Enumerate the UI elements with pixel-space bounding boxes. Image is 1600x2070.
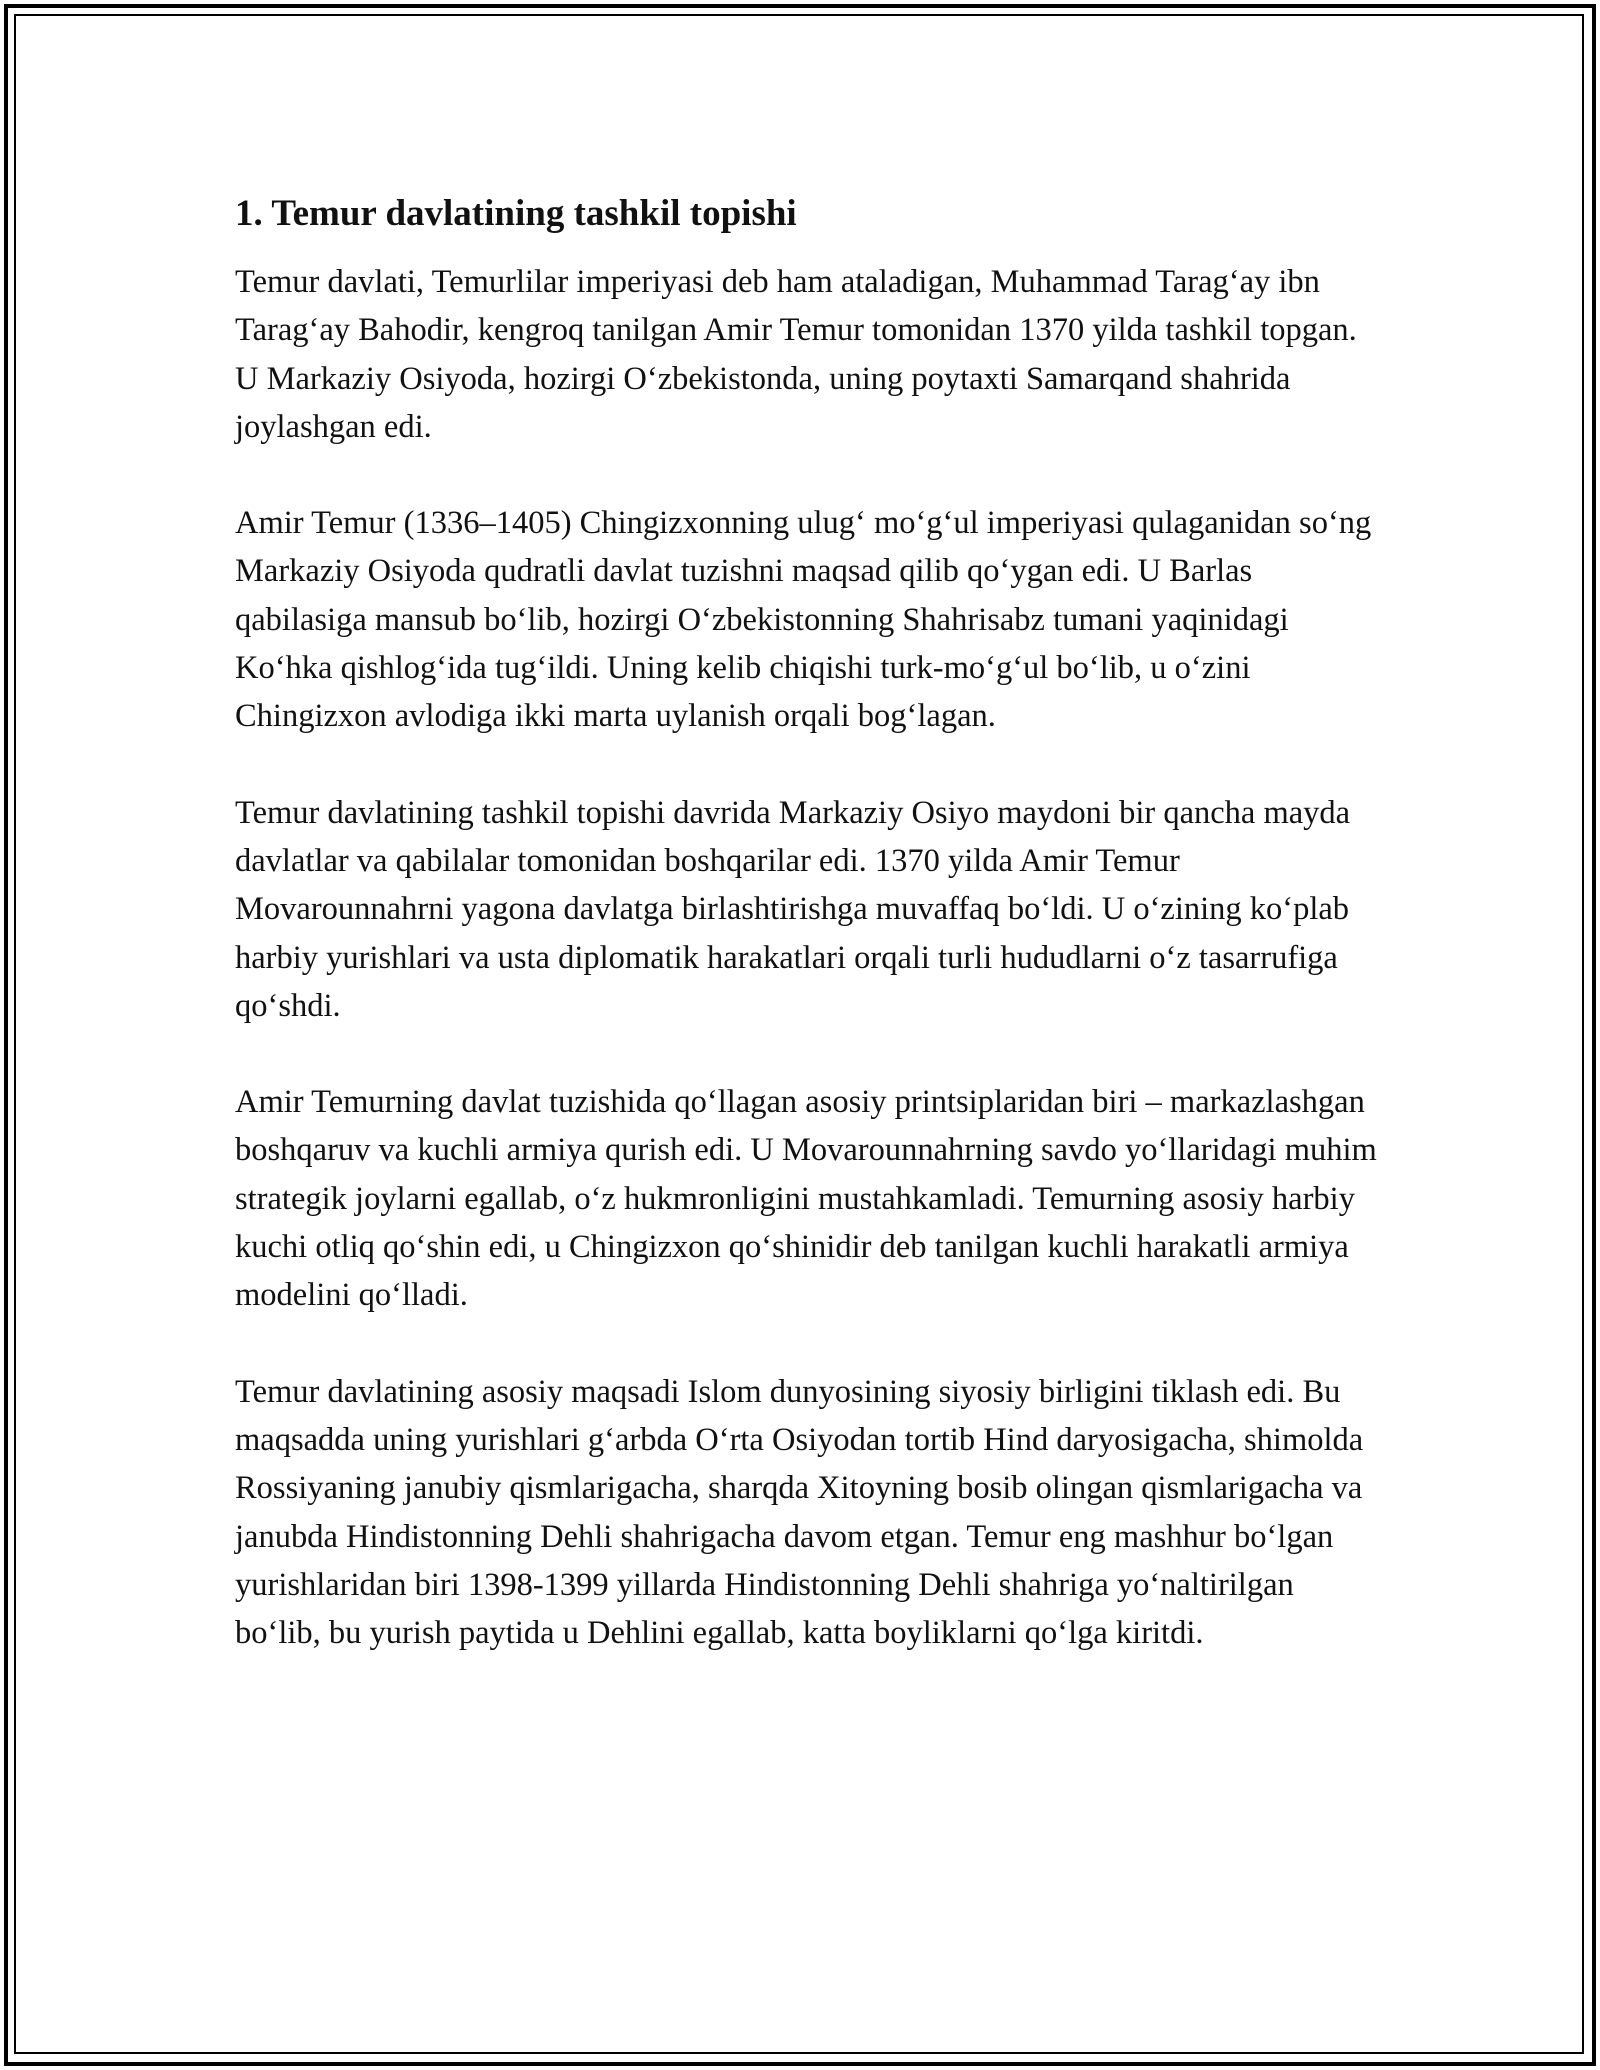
document-body	[235, 187, 1385, 1705]
paragraph-campaigns: Temur davlatining asosiy maqsadi Islom dunyosining siyosiy birligini tiklash edi. Bu maqsadda uning yurishlari g‘arbda O‘rta Osiyodan tortib Hind daryosigacha, shimolda Rossiyaning janubiy qismlarigacha, sharqda Xitoyning bosib olingan qismlarigacha va janubda Hindistonning Dehli shahrigacha davom etgan. Temur eng mashhur bo‘lgan yurishlaridan biri 1398-1399 yillarda Hindistonning Dehli shahriga yo‘naltirilgan bo‘lib, bu yurish paytida u Dehlini egallab, katta boyliklarni qo‘lga kiritdi.	[235, 1373, 1364, 1652]
paragraph-amir-temur-origin: Amir Temur (1336–1405) Chingizxonning ulug‘ mo‘g‘ul imperiyasi qulaganidan so‘ng Markaziy Osiyoda qudratli davlat tuzishni maqsad qilib qo‘ygan edi. U Barlas qabilasiga mansub bo‘lib, hozirgi O‘zbekistonning Shahrisabz tumani yaqinidagi Ko‘hka qishlog‘ida tug‘ildi. Uning kelib chiqishi turk-mo‘g‘ul bo‘lib, u o‘zini Chingizxon avlodiga ikki marta uylanish orqali bog‘lagan.	[235, 505, 1372, 735]
section-heading: 1. Temur davlatining tashkil topishi	[235, 193, 797, 234]
paragraph-governance-army: Amir Temurning davlat tuzishida qo‘llagan asosiy printsiplaridan biri – markazlashgan boshqaruv va kuchli armiya qurish edi. U Movarounnahrning savdo yo‘llaridagi muhim strategik joylarni egallab, o‘z hukmronligini mustahkamladi. Temurning asosiy harbiy kuchi otliq qo‘shin edi, u Chingizxon qo‘shinidir deb tanilgan kuchli harakatli armiya modelini qo‘lladi.	[235, 1084, 1377, 1314]
paragraph-founding: Temur davlati, Temurlilar imperiyasi deb ham ataladigan, Muhammad Tarag‘ay ibn Tarag‘ay Bahodir, kengroq tanilgan Amir Temur tomonidan 1370 yilda tashkil topgan. U Markaziy Osiyoda, hozirgi O‘zbekistonda, uning poytaxti Samarqand shahrida joylashgan edi.	[235, 264, 1357, 445]
paragraph-unification: Temur davlatining tashkil topishi davrida Markaziy Osiyo maydoni bir qancha mayda davlatlar va qabilalar tomonidan boshqarilar edi. 1370 yilda Amir Temur Movarounnahrni yagona davlatga birlashtirishga muvaffaq bo‘ldi. U o‘zining ko‘plab harbiy yurishlari va usta diplomatik harakatlari orqali turli hududlarni o‘z tasarrufiga qo‘shdi.	[235, 794, 1351, 1024]
